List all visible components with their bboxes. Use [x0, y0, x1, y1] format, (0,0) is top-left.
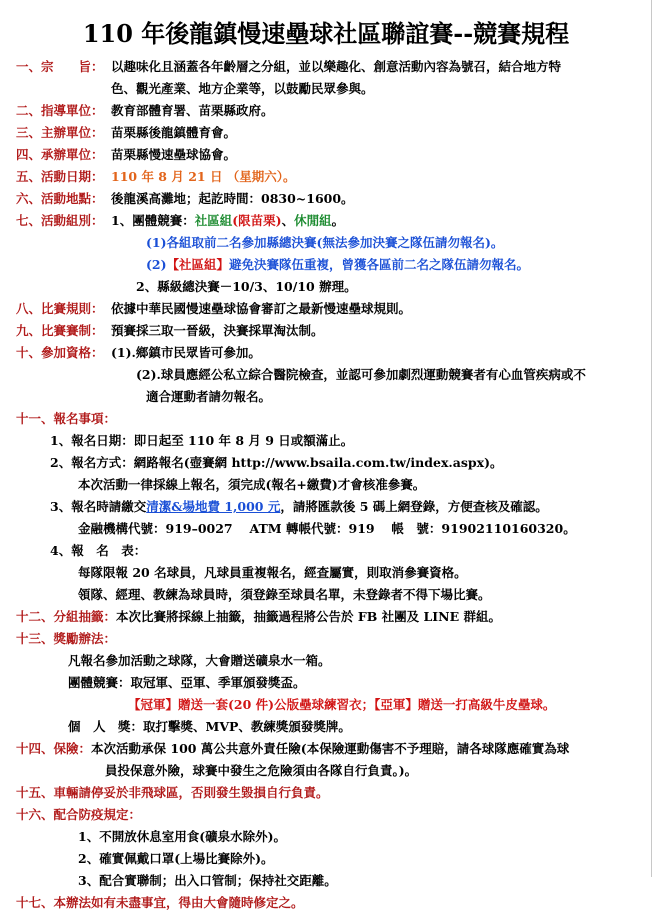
awards-text-4: 個 人 獎：取打擊獎、MVP、教練獎頒發獎牌。 — [68, 719, 351, 734]
guidance-line — [16, 100, 644, 122]
awards-text-1: 凡報名參加活動之球隊，大會贈送礦泉水一箱。 — [68, 653, 331, 668]
epidemic-item-1 — [16, 826, 644, 848]
venue-line — [16, 188, 644, 210]
date-heading: 五、活動日期： — [16, 169, 104, 184]
groups-limit: (限苗栗) — [232, 213, 282, 228]
groups-leisure: 休閒組 — [294, 213, 332, 228]
registration-bank-info: 金融機構代號：919–0027 ATM 轉帳代號：919 帳 號：91902110160320。 — [78, 521, 576, 536]
system-heading: 九、比賽賽制： — [16, 323, 104, 338]
registration-item4b-text: 領隊、經理、教練為球員時，須登錄至球員名單，未登錄者不得下場比賽。 — [78, 587, 491, 602]
registration-item-1 — [16, 430, 644, 452]
date-line — [16, 166, 644, 188]
groups-note-1 — [16, 232, 644, 254]
groups-item1-prefix: 1、團體競賽： — [111, 213, 195, 228]
epidemic-item1-text: 1、不開放休息室用食(礦泉水除外)。 — [78, 829, 287, 844]
registration-item3-suffix: ，請將匯款後 5 碼上網登錄，方便查核及確認。 — [280, 499, 548, 514]
groups-community: 社區組 — [194, 213, 233, 228]
qualification-heading: 十、參加資格： — [16, 345, 104, 360]
purpose-line-1 — [16, 56, 644, 78]
purpose-line-2 — [16, 78, 644, 100]
purpose-heading: 一、宗 旨： — [16, 59, 104, 74]
awards-text-3: 【冠軍】贈送一套(20 件)公版壘球練習衣；【亞軍】贈送一打高級牛皮壘球。 — [128, 697, 556, 712]
epidemic-item2-text: 2、確實佩戴口罩(上場比賽除外)。 — [78, 851, 274, 866]
registration-item1-text: 1、報名日期：即日起至 110 年 8 月 9 日或額滿止。 — [50, 433, 354, 448]
groups-sep: 、 — [281, 213, 295, 228]
parking-text: 車輛請停妥於非飛球區，否則發生毀損自行負責。 — [53, 785, 329, 800]
date-text: 110 年 8 月 21 日 （星期六）。 — [111, 169, 296, 184]
groups-heading: 七、活動組別： — [16, 213, 104, 228]
system-text: 預賽採三取一晉級，決賽採單淘汰制。 — [111, 323, 324, 338]
epidemic-heading-line — [16, 804, 644, 826]
document-body — [16, 56, 644, 914]
insurance-line-1 — [16, 738, 644, 760]
draw-heading: 十二、分組抽籤： — [16, 609, 117, 624]
qualification-item-1: (1).鄉鎮市民眾皆可參加。 — [111, 345, 261, 360]
registration-item-4 — [16, 540, 644, 562]
awards-line-4 — [16, 716, 644, 738]
awards-line-3 — [16, 694, 644, 716]
final-line — [16, 892, 644, 914]
groups-note-2 — [16, 254, 644, 276]
insurance-heading: 十四、保險： — [16, 741, 92, 756]
registration-item-2 — [16, 452, 644, 474]
awards-line-1 — [16, 650, 644, 672]
qualification-item-2: (2).球員應經公私立綜合醫院檢查，並認可參加劇烈運動競賽者有心血管疾病或不 — [136, 367, 586, 382]
epidemic-item3-text: 3、配合實聯制；出入口管制；保持社交距離。 — [78, 873, 337, 888]
registration-fee-link[interactable]: 清潔&場地費 1,000 元 — [146, 499, 281, 514]
awards-line-2 — [16, 672, 644, 694]
groups-item2-text: 2、縣級總決賽－10/3、10/10 辦理。 — [136, 279, 357, 294]
registration-item4-text: 4、報 名 表： — [50, 543, 147, 558]
qualification-item-2b: 適合運動者請勿報名。 — [146, 389, 272, 404]
groups-end: 。 — [331, 213, 345, 228]
guidance-text: 教育部體育署、苗栗縣政府。 — [111, 103, 274, 118]
venue-text: 後龍溪高灘地；起訖時間：0830~1600。 — [111, 191, 354, 206]
registration-item-4b — [16, 584, 644, 606]
awards-text-2: 團體競賽：取冠軍、亞軍、季軍頒發獎盃。 — [68, 675, 306, 690]
host-text: 苗栗縣後龍鎮體育會。 — [111, 125, 237, 140]
groups-line-1 — [16, 210, 644, 232]
registration-item-2b — [16, 474, 644, 496]
system-line — [16, 320, 644, 342]
registration-heading: 十一、報名事項： — [16, 411, 117, 426]
draw-text: 本次比賽將採線上抽籤，抽籤過程將公告於 FB 社團及 LINE 群組。 — [116, 609, 501, 624]
insurance-text-2: 員投保意外險，球賽中發生之危險須由各隊自行負責。)。 — [105, 763, 418, 778]
awards-heading-line — [16, 628, 644, 650]
guidance-heading: 二、指導單位： — [16, 103, 104, 118]
qualification-line-2 — [16, 364, 644, 386]
groups-note2-bracket: 【社區組】 — [166, 257, 230, 272]
qualification-line-3 — [16, 386, 644, 408]
registration-item-3 — [16, 496, 644, 518]
venue-heading: 六、活動地點： — [16, 191, 104, 206]
epidemic-heading: 十六、配合防疫規定： — [16, 807, 142, 822]
rules-text: 依據中華民國慢速壘球協會審訂之最新慢速壘球規則。 — [111, 301, 412, 316]
awards-heading: 十三、獎勵辦法： — [16, 631, 117, 646]
purpose-text-2: 色、觀光產業、地方企業等，以鼓勵民眾參與。 — [111, 81, 374, 96]
final-text: 本辦法如有未盡事宜，得由大會隨時修定之。 — [53, 895, 304, 910]
groups-note2-prefix: (2) — [146, 257, 167, 272]
registration-heading-line — [16, 408, 644, 430]
epidemic-item-3 — [16, 870, 644, 892]
groups-note2-text: 避免決賽隊伍重複，曾獲各區前二名之隊伍請勿報名。 — [229, 257, 530, 272]
host-line — [16, 122, 644, 144]
registration-item4a-text: 每隊限報 20 名球員，凡球員重複報名，經查屬實，則取消參賽資格。 — [78, 565, 467, 580]
insurance-line-2 — [16, 760, 644, 782]
registration-item2b-text: 本次活動一律採線上報名，須完成(報名+繳費)才會核准參賽。 — [78, 477, 426, 492]
document-title: 110 年後龍鎮慢速壘球社區聯誼賽--競賽規程 — [82, 19, 570, 48]
epidemic-item-2 — [16, 848, 644, 870]
parking-line — [16, 782, 644, 804]
final-heading: 十七、 — [16, 895, 54, 910]
rules-heading: 八、比賽規則： — [16, 301, 104, 316]
registration-item-3b — [16, 518, 644, 540]
rules-line — [16, 298, 644, 320]
registration-item-4a — [16, 562, 644, 584]
registration-item2-text: 2、報名方式：網路報名(壺賽網 http://www.bsaila.com.tw/index.aspx)。 — [50, 455, 503, 470]
groups-item-2 — [16, 276, 644, 298]
organizer-text: 苗栗縣慢速壘球協會。 — [111, 147, 237, 162]
purpose-text-1: 以趣味化且涵蓋各年齡層之分組，並以樂趣化、創意活動內容為號召，結合地方特 — [111, 59, 562, 74]
qualification-line-1 — [16, 342, 644, 364]
organizer-line — [16, 144, 644, 166]
host-heading: 三、主辦單位： — [16, 125, 104, 140]
organizer-heading: 四、承辦單位： — [16, 147, 104, 162]
registration-item3-prefix: 3、報名時請繳交 — [50, 499, 147, 514]
insurance-text-1: 本次活動承保 100 萬公共意外責任險(本保險運動傷害不予理賠，請各球隊應確實為球 — [91, 741, 570, 756]
groups-note1-text: (1)各組取前二名參加縣總決賽(無法參加決賽之隊伍請勿報名)。 — [146, 235, 504, 250]
draw-line — [16, 606, 644, 628]
parking-heading: 十五、 — [16, 785, 54, 800]
